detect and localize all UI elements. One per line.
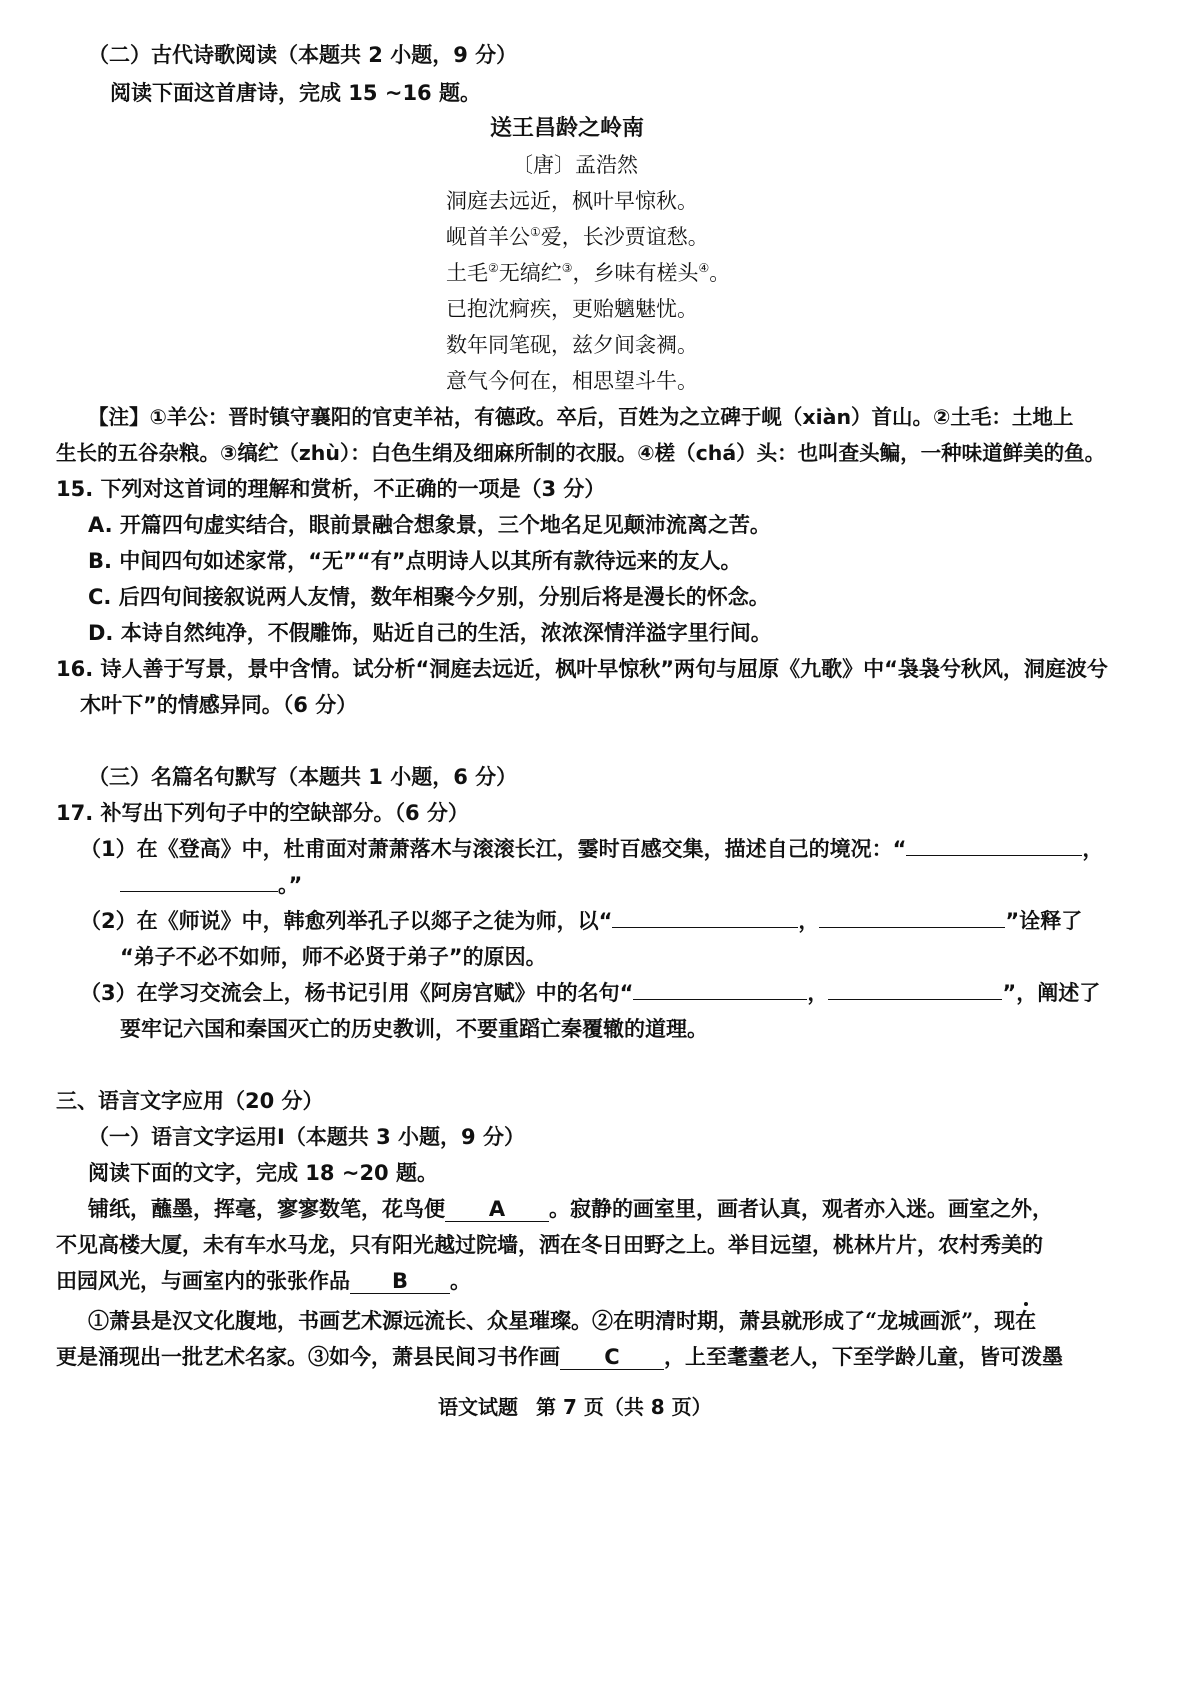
question-17-part-1-cont: 。” [120, 870, 302, 900]
poem-line-6: 意气今何在，相思望斗牛。 [446, 369, 698, 393]
poem-notes-line-1: 【注】①羊公：晋时镇守襄阳的官吏羊祜，有德政。卒后，百姓为之立碑于岘（xiàn）首山。②土毛：土地上 [88, 405, 1074, 429]
question-15-stem: 15. 下列对这首词的理解和赏析，不正确的一项是（3 分） [56, 477, 606, 501]
subsection-instruction: 阅读下面的文字，完成 18 ~20 题。 [88, 1161, 438, 1185]
subsection-heading: （一）语言文字运用Ⅰ（本题共 3 小题，9 分） [88, 1125, 525, 1149]
answer-blank[interactable] [612, 927, 798, 928]
question-17-part-3: （3）在学习交流会上，杨书记引用《阿房宫赋》中的名句“ ， ”，阐述了 [80, 981, 1101, 1005]
passage-blank-c[interactable]: C [560, 1345, 664, 1370]
question-17-part-2: （2）在《师说》中，韩愈列举孔子以郯子之徒为师，以“ ， ”诠释了 [80, 909, 1083, 933]
question-17-part-2-cont: “弟子不必不如师，师不必贤于弟子”的原因。 [120, 945, 547, 969]
footer-page-number: 第 7 页（共 8 页） [536, 1395, 712, 1419]
emphasis-dot-char: 在 [1015, 1308, 1037, 1333]
passage-line: 更是涌现出一批艺术名家。③如今，萧县民间习书作画 C ，上至耄耋老人，下至学龄儿童，皆可泼墨 [56, 1344, 1063, 1369]
question-15-option-a: A. 开篇四句虚实结合，眼前景融合想象景，三个地名足见颠沛流离之苦。 [88, 513, 771, 537]
poem-line-3: 土毛②无缟纻③，乡味有槎头④。 [446, 261, 731, 285]
passage-line: 铺纸，蘸墨，挥毫，寥寥数笔，花鸟便 A 。寂静的画室里，画者认真，观者亦入迷。画室之外， [88, 1196, 1053, 1221]
question-17-part-1: （1）在《登高》中，杜甫面对萧萧落木与滚滚长江，霎时百感交集，描述自己的境况：“ ， [80, 837, 1104, 861]
section-heading-ancient-poetry: （二）古代诗歌阅读（本题共 2 小题，9 分） [88, 43, 518, 67]
section-heading-recitation: （三）名篇名句默写（本题共 1 小题，6 分） [88, 765, 518, 789]
passage-blank-a[interactable]: A [445, 1197, 549, 1222]
answer-blank[interactable] [906, 855, 1082, 856]
poem-title: 送王昌龄之岭南 [490, 116, 645, 141]
poem-line-1: 洞庭去远近，枫叶早惊秋。 [446, 189, 698, 213]
question-15-option-d: D. 本诗自然纯净，不假雕饰，贴近自己的生活，浓浓深情洋溢字里行间。 [88, 621, 772, 645]
answer-blank[interactable] [819, 927, 1005, 928]
question-16-line-1: 16. 诗人善于写景，景中含情。试分析“洞庭去远近，枫叶早惊秋”两句与屈原《九歌》中“袅袅兮秋风，洞庭波兮 [56, 657, 1108, 681]
poem-author: 〔唐〕孟浩然 [512, 153, 638, 177]
question-15-option-c: C. 后四句间接叙说两人友情，数年相聚今夕别，分别后将是漫长的怀念。 [88, 585, 770, 609]
footer-subject: 语文试题 [438, 1395, 518, 1419]
section-instruction: 阅读下面这首唐诗，完成 15 ~16 题。 [110, 81, 481, 105]
question-16-line-2: 木叶下”的情感异同。（6 分） [80, 693, 358, 717]
passage-line: ①萧县是汉文化腹地，书画艺术源远流长、众星璀璨。②在明清时期，萧县就形成了“龙城画派”，现在 [88, 1308, 1037, 1333]
footnote-marker: ② [488, 261, 499, 275]
footnote-marker: ③ [561, 261, 573, 275]
poem-notes-line-2: 生长的五谷杂粮。③缟纻（zhù）：白色生绢及细麻所制的衣服。④槎（chá）头：也叫查头鳊，一种味道鲜美的鱼。 [56, 441, 1106, 465]
question-15-option-b: B. 中间四句如述家常，“无”“有”点明诗人以其所有款待远来的友人。 [88, 549, 742, 573]
answer-blank[interactable] [828, 999, 1002, 1000]
passage-line: 不见高楼大厦，未有车水马龙，只有阳光越过院墙，洒在冬日田野之上。举目远望，桃林片片，农村秀美的 [56, 1232, 1043, 1257]
answer-blank[interactable] [633, 999, 807, 1000]
poem-line-5: 数年同笔砚，兹夕间衾裯。 [446, 333, 698, 357]
question-17-part-3-cont: 要牢记六国和秦国灭亡的历史教训，不要重蹈亡秦覆辙的道理。 [120, 1017, 708, 1041]
part-heading-language-use: 三、语言文字应用（20 分） [56, 1089, 324, 1113]
passage-blank-b[interactable]: B [350, 1269, 450, 1294]
question-17-stem: 17. 补写出下列句子中的空缺部分。（6 分） [56, 801, 469, 825]
footnote-marker: ① [530, 225, 541, 239]
page-footer [438, 1392, 712, 1422]
answer-blank[interactable] [120, 891, 278, 892]
poem-line-2: 岘首羊公①爱，长沙贾谊愁。 [446, 225, 709, 249]
passage-line: 田园风光，与画室内的张张作品 B 。 [56, 1268, 471, 1293]
footnote-marker: ④ [698, 261, 710, 275]
poem-line-4: 已抱沈痾疾，更贻魑魅忧。 [446, 297, 698, 321]
